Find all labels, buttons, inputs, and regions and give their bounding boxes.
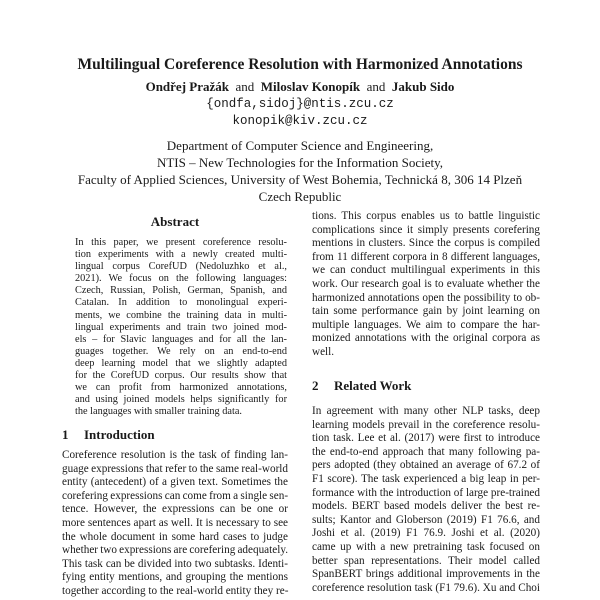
text-line: mentions in clusters. Since the corpus is compiled	[312, 237, 540, 250]
text-line: deep learning model that we slightly adapted	[75, 357, 287, 369]
text-line: tence. However, the expressions can be one or	[62, 503, 288, 516]
text-line: learning models prevail in the coreference resolu-	[312, 418, 540, 431]
author: Miloslav Konopík	[260, 79, 361, 94]
text-line: ments, we combine the training data in multi-	[75, 309, 287, 321]
text-line: whether two expressions are corefering adequately.	[62, 544, 288, 557]
paper-title: Multilingual Coreference Resolution with Harmonized Annotations	[77, 56, 523, 73]
text-line: guage expressions that refer to the same real-world	[62, 462, 288, 475]
section-title: Related Work	[334, 378, 412, 393]
author: Jakub Sido	[391, 79, 455, 94]
text-line: harmonized annotations open the possibility to ob-	[312, 291, 540, 304]
text-line: came up with a new pretraining task focused on	[312, 540, 540, 553]
text-line: lingual experiments and train two joined mod-	[75, 321, 287, 333]
text-line: sults; Kantor and Globerson (2019) F1 76.6, and	[312, 513, 540, 526]
text-line: and using joined models helps significantly for	[75, 394, 287, 406]
text-line: from 11 different corpora in 8 different languages,	[312, 250, 540, 263]
text-line: tion task. Lee et al. (2017) were first to introduce	[312, 432, 540, 445]
author-separator: and	[366, 79, 386, 94]
text-line: we can conduct multilingual experiments in this	[312, 264, 540, 277]
affiliation-line: NTIS – New Technologies for the Information Society,	[156, 155, 444, 170]
text-line: corefering expressions can come from a single sen-	[62, 489, 289, 502]
text-line: pers adopted (they obtained an average of 67.2 of	[312, 459, 540, 472]
section-heading-related-work	[312, 378, 411, 394]
text-line: we can profit from harmonized annotations,	[75, 382, 287, 394]
text-line: together according to the real-world entity they re-	[62, 584, 289, 597]
text-line: multiple languages. We aim to compare the har-	[312, 318, 540, 331]
text-line: In agreement with many other NLP tasks, deep	[312, 405, 540, 417]
text-line: the whole document in some hard cases to judge	[62, 530, 288, 543]
text-line: work. Our research goal is to evaluate whether the	[312, 277, 540, 290]
text-line: F1 score). The task experienced a big leap in per-	[312, 472, 540, 485]
text-line: tion experiments with a newly created multi-	[75, 249, 287, 261]
text-line: Catalan. In addition to monolingual experi-	[75, 297, 287, 309]
text-line: better span representations. Their model called	[312, 554, 540, 567]
text-line: coreference resolution task (F1 79.6). Xu and Choi	[312, 581, 540, 594]
author-email: konopik@kiv.zcu.cz	[232, 114, 368, 128]
text-line: SpanBERT brings additional improvements in the	[312, 568, 540, 581]
text-line: well.	[312, 345, 335, 358]
affiliation-line: Department of Computer Science and Engineering,	[166, 138, 434, 153]
author-email: {ondfa,sidoj}@ntis.zcu.cz	[206, 97, 394, 111]
text-line: complications since it simply presents corefering	[312, 223, 540, 236]
text-line: Czech, Russian, Polish, German, Spanish, and	[75, 285, 287, 297]
text-line: entity (antecedent) of a given text. Sometimes the	[62, 476, 288, 489]
text-line: the languages with smaller training data.	[75, 406, 242, 418]
text-line: for the CorefUD corpus. Our results show that	[75, 370, 287, 382]
related-work-body	[312, 405, 540, 595]
text-line: This task can be divided into two subtasks. Identi-	[62, 557, 288, 570]
text-line: models. BERT based models deliver the best re-	[312, 500, 540, 513]
text-line: fying entity mentions, and grouping the mentions	[62, 571, 288, 584]
text-line: Joshi et al. (2019) F1 76.9. Joshi et al. (2020)	[312, 527, 540, 540]
text-line: tain some performance gain by joint learning on	[312, 305, 540, 318]
text-line: Coreference resolution is the task of finding lan-	[62, 449, 288, 461]
text-line: monized annotations with the original corpora as	[312, 332, 540, 345]
text-line: formance with the introduction of large pre-trained	[312, 486, 540, 499]
author-separator: and	[235, 79, 255, 94]
text-line: tions. This corpus enables us to battle linguistic	[312, 210, 540, 222]
author-list	[0, 79, 600, 95]
text-line: guages together. We rely on an end-to-end	[75, 345, 287, 357]
section-title: Introduction	[84, 427, 155, 442]
section-number: 2	[312, 378, 319, 393]
abstract-heading: Abstract	[150, 214, 200, 229]
introduction-body-continued	[312, 210, 540, 360]
text-line: more sentences apart as well. It is necessary to see	[62, 516, 288, 529]
text-line: els – for Slavic languages and for all the lan-	[75, 333, 287, 345]
affiliation-line: Czech Republic	[258, 189, 342, 204]
text-line: the end-to-end approach that many following pa-	[312, 445, 540, 458]
author: Ondřej Pražák	[145, 79, 229, 94]
text-line: lingual corpus CorefUD (Nedoluzhko et al.,	[75, 261, 287, 273]
text-line: In this paper, we present coreference resolu-	[75, 237, 287, 248]
introduction-body	[62, 449, 288, 599]
section-number: 1	[62, 427, 69, 442]
section-heading-introduction	[62, 427, 155, 443]
affiliation-line: Faculty of Applied Sciences, University of West Bohemia, Technická 8, 306 14 Plzeň	[77, 172, 523, 187]
text-line: 2021). We focus on the following languages:	[75, 273, 287, 285]
abstract-body	[75, 237, 287, 418]
